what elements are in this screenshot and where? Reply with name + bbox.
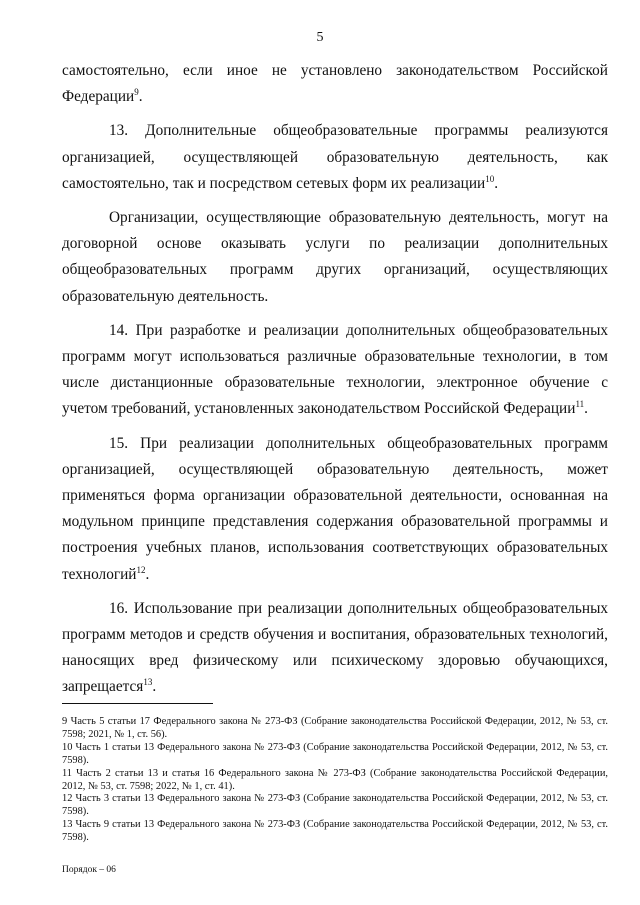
paragraph-14: 14. При разработке и реализации дополнительных общеобразовательных программ могут использоваться различные образовательные технологии, в том числе дистанционные образовательные технологии, электронное обучение с учетом требований, установленных законодательством Российской Федерации$^{11}$.: [62, 321, 608, 418]
footnote-divider: [62, 703, 213, 704]
footnote-9: 9 Часть 5 статьи 17 Федерального закона № 273-ФЗ (Собрание законодательства Российской Федерации, 2012, № 53, ст. 7598; 2021, № 1, ст. 56).: [62, 716, 608, 740]
footnote-12: 12 Часть 3 статьи 13 Федерального закона № 273-ФЗ (Собрание законодательства Российской Федерации, 2012, № 53, ст. 7598).: [62, 793, 608, 818]
footnote-11: 11 Часть 2 статьи 13 и статья 16 Федерального закона № 273-ФЗ (Собрание законодательства Российской Федерации, 2012, № 53, ст. 7598; 2022, № 1, ст. 41).: [62, 767, 608, 792]
page-number: 5: [316, 30, 324, 45]
paragraph-16: 16. Использование при реализации дополнительных общеобразовательных программ методов и средств обучения и воспитания, образовательных технологий, наносящих вред физическому или психическому здоровью обучающихся, запрещается$^{13}$.: [62, 599, 608, 696]
paragraph-organizations: Организации, осуществляющие образовательную деятельность, могут на договорной основе оказывать услуги по реализации дополнительных общеобразовательных программ других организаций, осуществляющих образовательную деятельность.: [62, 209, 608, 305]
paragraph-15: 15. При реализации дополнительных общеобразовательных программ организацией, осуществляющей образовательную деятельность, может применяться форма организации образовательной деятельности, основанная на модульном принципе представления содержания образовательной программы и построения учебных планов, использования соответствующих образовательных технологий$^{12}$.: [62, 434, 608, 583]
footnote-ref: 10: [485, 173, 495, 184]
footnote-ref: 13: [143, 677, 153, 688]
footnote-ref: 9: [134, 87, 139, 98]
paragraph-continuation: самостоятельно, если иное не установлено законодательством Российской Федерации$^9$.: [62, 62, 608, 106]
document-code: Порядок – 06: [62, 865, 116, 875]
body-text: [62, 58, 608, 709]
footnote-13: 13 Часть 9 статьи 13 Федерального закона № 273-ФЗ (Собрание законодательства Российской Федерации, 2012, № 53, ст. 7598).: [62, 819, 608, 844]
paragraph-13: 13. Дополнительные общеобразовательные программы реализуются организацией, осуществляющей образовательную деятельность, как самостоятельно, так и посредством сетевых форм их реализации$^{10}$.: [62, 122, 608, 192]
footnote-10: 10 Часть 1 статьи 13 Федерального закона № 273-ФЗ (Собрание законодательства Российской Федерации, 2012, № 53, ст. 7598).: [62, 741, 608, 766]
footnotes: [62, 716, 608, 845]
footnote-ref: 12: [136, 564, 146, 575]
footnote-ref: 11: [575, 399, 585, 410]
